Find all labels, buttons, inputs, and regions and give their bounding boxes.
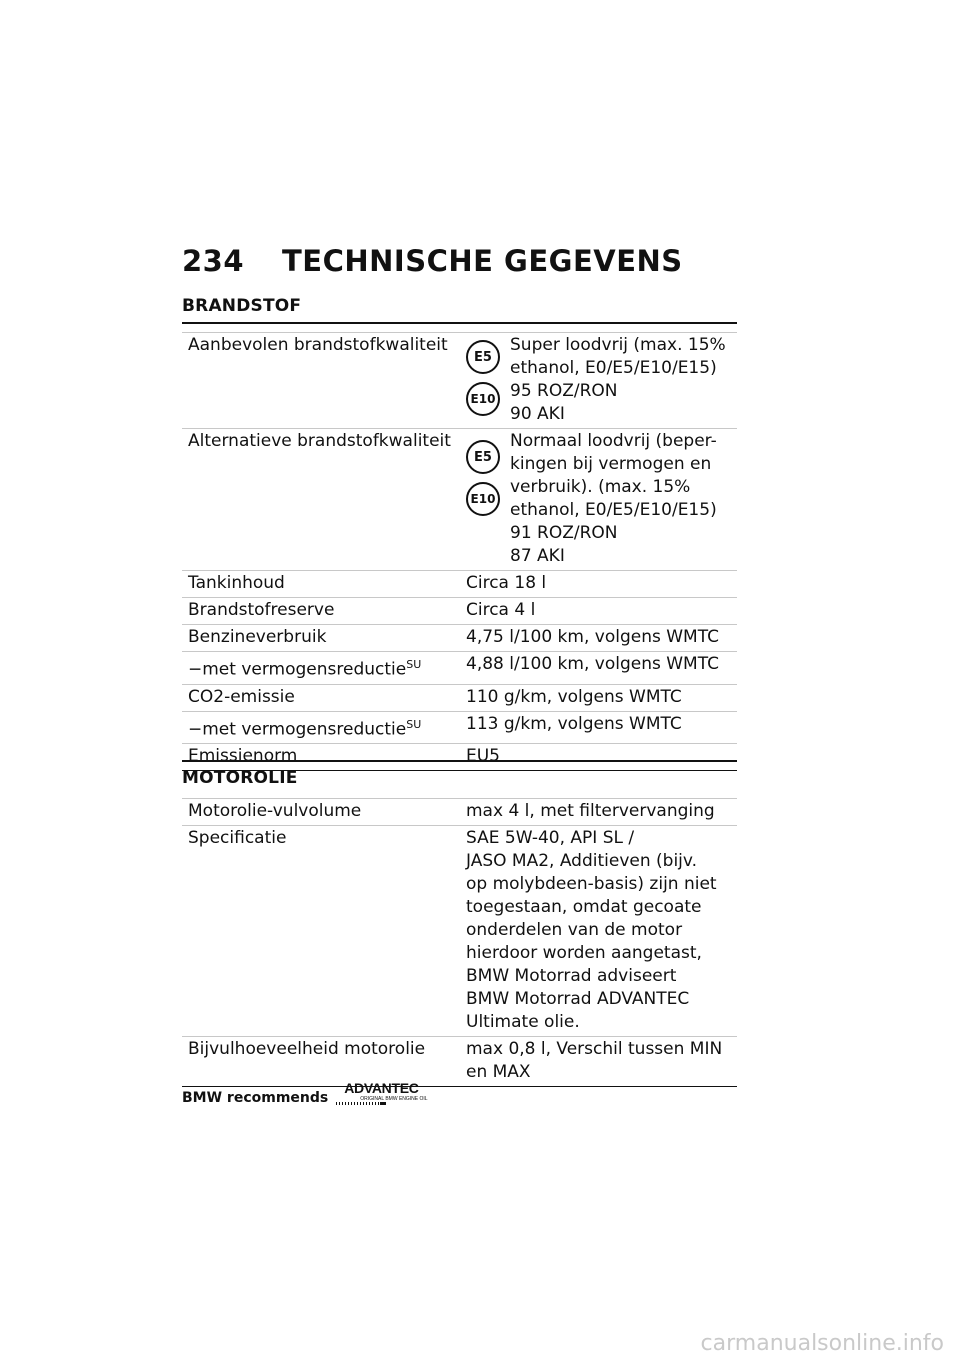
row-value [460, 826, 737, 1037]
value-line: BMW Motorrad ADVANTEC [466, 989, 690, 1009]
row-value: 113 g/km, volgens WMTC [460, 711, 737, 744]
row-label: Benzineverbruik [182, 625, 460, 652]
logo-subtitle: ORIGINAL BMW ENGINE OIL [360, 1096, 428, 1102]
table-row [182, 625, 737, 652]
row-value: EU5 [460, 744, 737, 771]
page-header [182, 244, 742, 278]
value-line: toegestaan, omdat gecoate [466, 897, 702, 917]
value-line: 95 ROZ/RON [510, 381, 618, 401]
watermark: carmanualsonline.info [700, 1331, 944, 1356]
value-line: BMW Motorrad adviseert [466, 966, 677, 986]
section-title-motorolie: MOTOROLIE [182, 768, 298, 788]
value-line: Ultimate olie. [466, 1012, 580, 1032]
row-value: Circa 18 l [460, 571, 737, 598]
footnote-marker: SU [406, 717, 422, 731]
value-line: Normaal loodvrij (beper- [510, 431, 717, 451]
row-value: Circa 4 l [460, 598, 737, 625]
table-row [182, 684, 737, 711]
row-value: 110 g/km, volgens WMTC [460, 684, 737, 711]
row-label: CO2-emissie [182, 684, 460, 711]
row-value [460, 429, 737, 571]
table-row [182, 333, 737, 429]
row-label [182, 711, 460, 744]
table-row [182, 571, 737, 598]
row-label: Aanbevolen brandstofkwaliteit [182, 333, 460, 429]
value-line: max 0,8 l, Verschil tussen MIN [466, 1039, 723, 1059]
value-line: onderdelen van de motor [466, 920, 683, 940]
page-title: TECHNISCHE GEGEVENS [282, 244, 683, 278]
bmw-recommends [182, 1080, 436, 1106]
row-label-text: −met vermogensreductie [188, 659, 407, 680]
value-line: ethanol, E0/E5/E10/E15) [510, 358, 717, 378]
table-row [182, 711, 737, 744]
row-value [460, 1037, 737, 1087]
row-label: Alternatieve brandstofkwaliteit [182, 429, 460, 571]
row-label: Tankinhoud [182, 571, 460, 598]
value-line: ethanol, E0/E5/E10/E15) [510, 500, 717, 520]
table-row [182, 652, 737, 685]
logo-brand: ADVANTEC [344, 1080, 419, 1096]
row-value: 4,75 l/100 km, volgens WMTC [460, 625, 737, 652]
value-line: verbruik). (max. 15% [510, 477, 691, 497]
value-line: en MAX [466, 1062, 531, 1082]
row-value: 4,88 l/100 km, volgens WMTC [460, 652, 737, 685]
table-row [182, 799, 737, 826]
row-label: Bijvulhoeveelheid motorolie [182, 1037, 460, 1087]
motorolie-table [182, 798, 737, 1087]
value-line: 90 AKI [510, 404, 565, 424]
value-line: Super loodvrij (max. 15% [510, 335, 726, 355]
table-row [182, 826, 737, 1037]
recommend-text: BMW recommends [182, 1090, 329, 1106]
section-title-brandstof: BRANDSTOF [182, 296, 737, 324]
value-line: max 4 l, met filtervervanging [466, 801, 715, 821]
logo-dots-icon [336, 1102, 386, 1105]
value-line: JASO MA2, Additieven (bijv. [466, 851, 698, 871]
row-label-text: −met vermogensreductie [188, 719, 407, 740]
section-brandstof [182, 296, 737, 771]
e5-fuel-icon: E5 [466, 340, 500, 374]
row-label: Specificatie [182, 826, 460, 1037]
logo-bar-icon [380, 1102, 386, 1105]
row-label [182, 652, 460, 685]
table-row [182, 598, 737, 625]
value-line: SAE 5W-40, API SL / [466, 828, 635, 848]
e5-fuel-icon: E5 [466, 440, 500, 474]
e10-fuel-icon: E10 [466, 482, 500, 516]
table-row [182, 1037, 737, 1087]
value-line: 91 ROZ/RON [510, 523, 618, 543]
row-label: Motorolie-vulvolume [182, 799, 460, 826]
row-value [460, 333, 737, 429]
section-motorolie [182, 760, 737, 1087]
page-number: 234 [182, 244, 245, 278]
e10-fuel-icon: E10 [466, 382, 500, 416]
value-line: hierdoor worden aangetast, [466, 943, 702, 963]
value-line: 87 AKI [510, 546, 565, 566]
value-line: op molybdeen-basis) zijn niet [466, 874, 717, 894]
footnote-marker: SU [406, 658, 422, 671]
table-row [182, 429, 737, 571]
brandstof-table [182, 332, 737, 771]
row-value [460, 799, 737, 826]
value-line: kingen bij vermogen en [510, 454, 712, 474]
section-divider [182, 760, 737, 762]
advantec-logo [336, 1080, 436, 1106]
row-label: Brandstofreserve [182, 598, 460, 625]
row-label: Emissienorm [182, 744, 460, 771]
